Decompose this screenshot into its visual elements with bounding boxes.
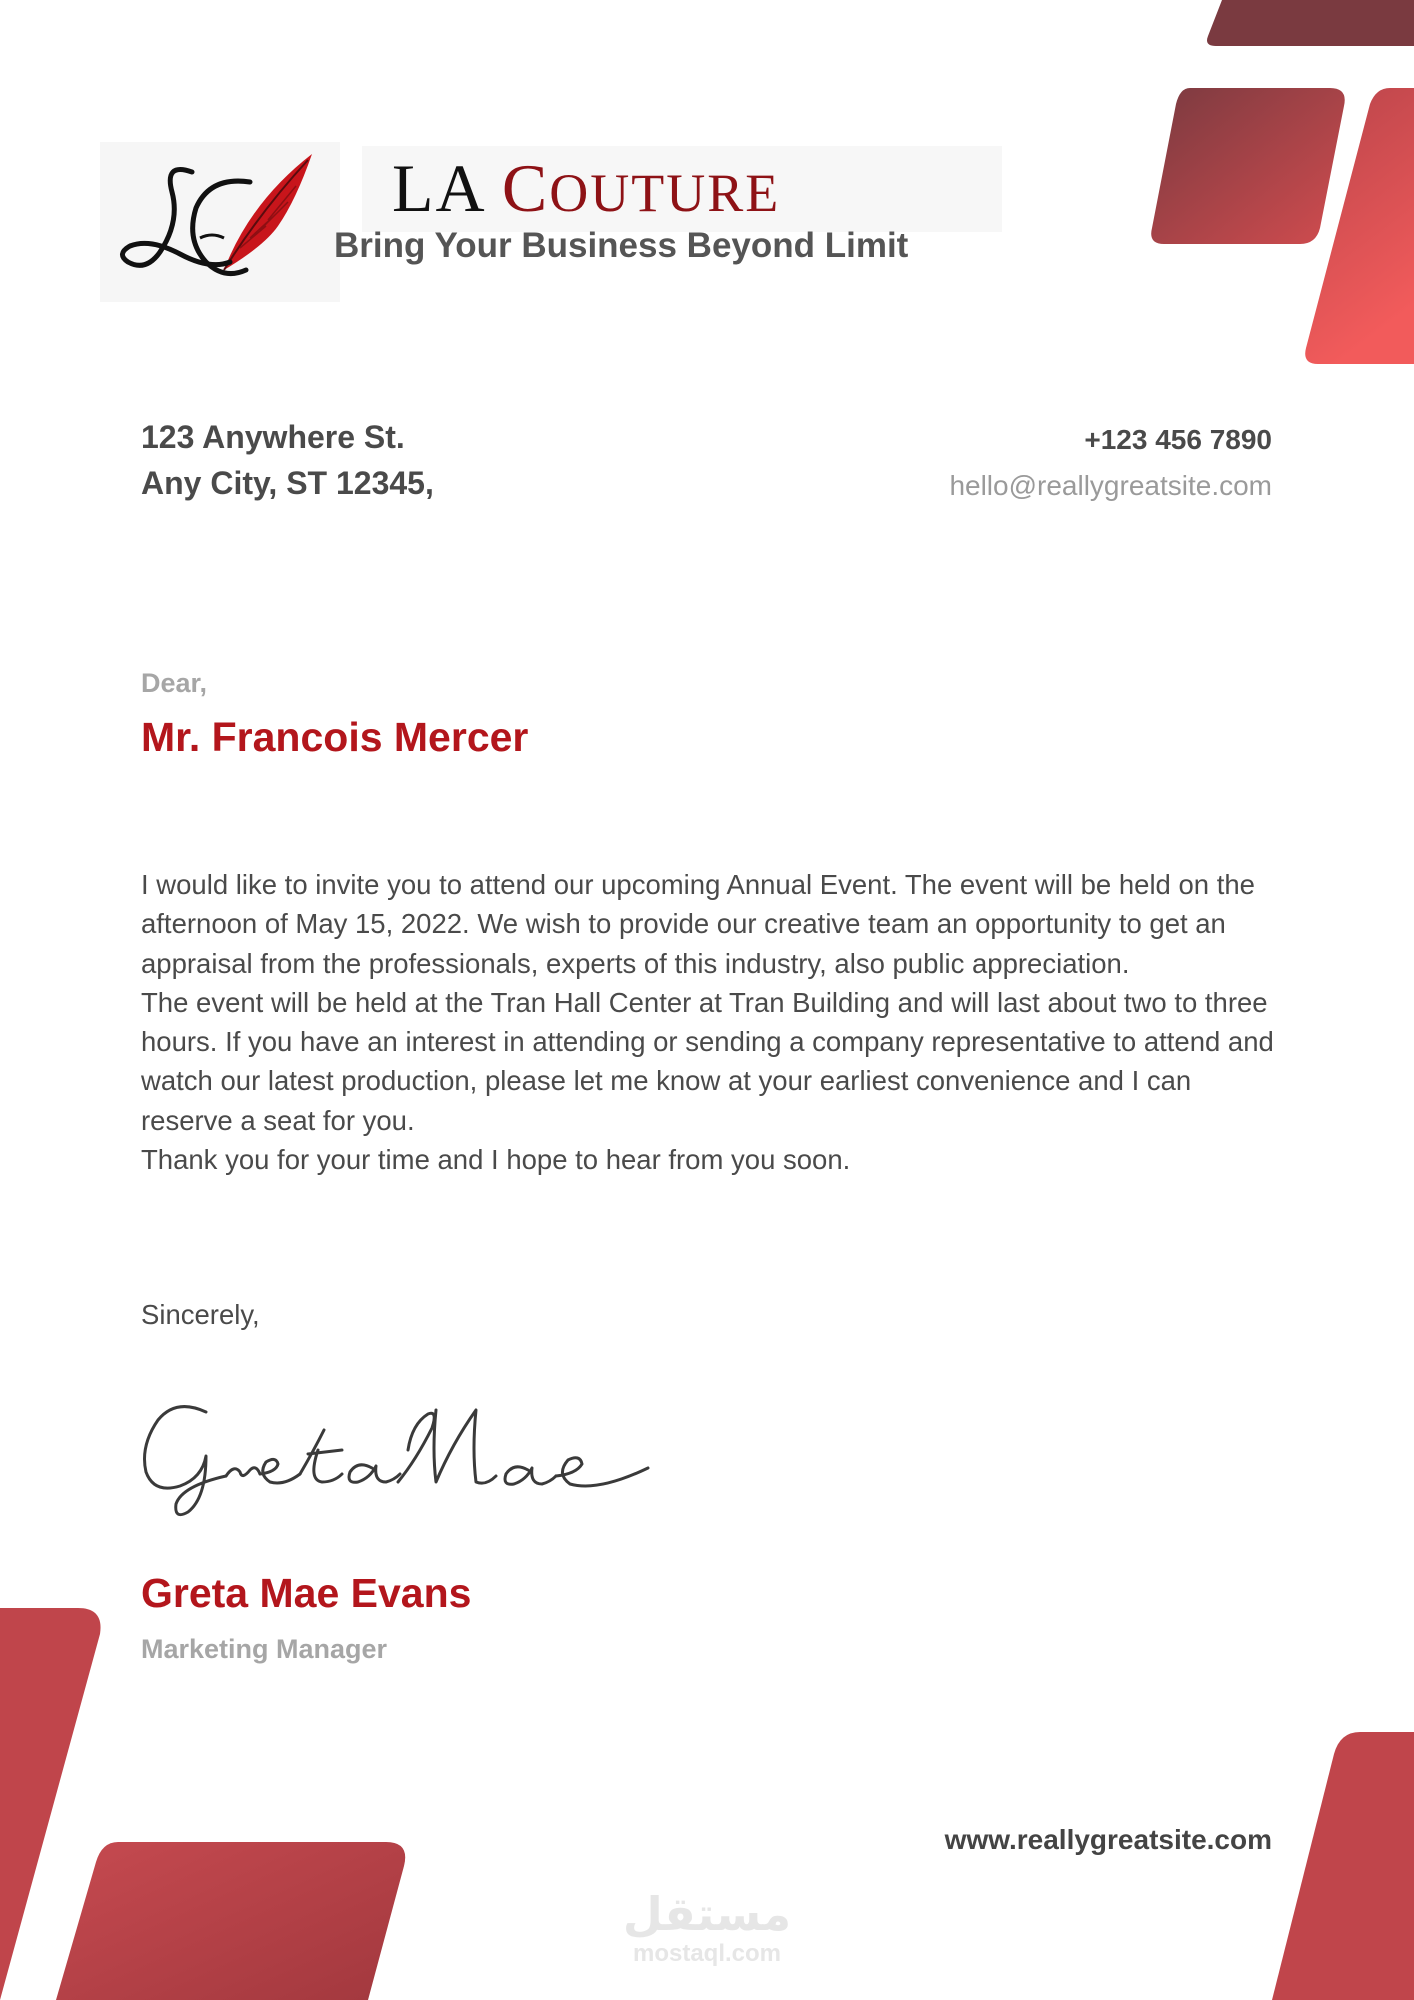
watermark	[600, 1888, 814, 1968]
sender-address	[141, 414, 434, 506]
watermark-latin: mostaql.com	[632, 1940, 782, 1967]
signature	[136, 1390, 696, 1520]
address-line-1: 123 Anywhere St.	[141, 419, 405, 455]
recipient-name: Mr. Francois Mercer	[141, 714, 529, 760]
brand-wordmark: LA COUTURE	[392, 150, 781, 226]
footer-website[interactable]: www.reallygreatsite.com	[944, 1824, 1272, 1855]
sender-email: hello@reallygreatsite.com	[949, 470, 1272, 501]
feather-icon	[100, 142, 340, 302]
body-paragraph: I would like to invite you to attend our upcoming Annual Event. The event will be held on the afternoon of May 15, 2022. We wish to provide our creative team an opportunity to get an appraisal from the professionals, experts of this industry, also public appreciation.	[141, 869, 1255, 979]
body-paragraph: The event will be held at the Tran Hall Center at Tran Building and will last about two to three hours. If you have an interest in attending or sending a company representative to attend and watch our latest production, please let me know at your earliest convenience and I can reserve a seat for you.	[141, 986, 1274, 1136]
brand-rest: OUTURE	[549, 163, 781, 223]
closing: Sincerely,	[141, 1299, 260, 1330]
brand-tagline: Bring Your Business Beyond Limit	[334, 226, 909, 265]
signer-name: Greta Mae Evans	[141, 1570, 472, 1616]
logo-monogram	[100, 142, 340, 302]
body-paragraph: Thank you for your time and I hope to hear from you soon.	[141, 1144, 851, 1176]
salutation: Dear,	[141, 668, 208, 698]
signer-title: Marketing Manager	[141, 1634, 388, 1664]
address-line-2: Any City, ST 12345,	[141, 465, 434, 501]
watermark-arabic: مستقل	[622, 1887, 792, 1941]
letter-body	[141, 865, 1281, 1179]
sender-phone: +123 456 7890	[1084, 424, 1272, 455]
brand-initial: C	[501, 150, 550, 226]
